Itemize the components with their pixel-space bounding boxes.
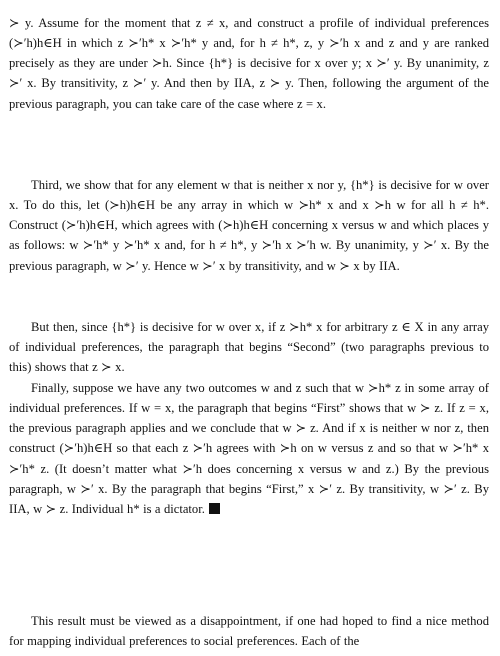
paragraph-third: Third, we show that for any element w that is neither x nor y, {h*} is decisive for w over x. To do this, let (≻h)h∈H be any array in which w ≻h* x and x ≻h w for all h ≠ h*. Construct (≻′h)h∈H, which agrees with (≻h)h∈H concerning x versus w and which places y as follows: w ≻′h* y ≻′h* x and, for h ≠ h*, y ≻′h x ≻′h w. By unanimity, y ≻′ x. By the previous paragraph, w ≻′ y. Hence w ≻′ x by transitivity, and w ≻ x by IIA. [9,177,489,273]
paragraph-conclusion: This result must be viewed as a disappointment, if one had hoped to find a nice method for mapping individual preferences to social preferences. Each of the [9,613,489,648]
qed-square-icon [209,503,220,514]
paragraph-continuation: ≻ y. Assume for the moment that z ≠ x, and construct a profile of individual preferences (≻′h)h∈H in which z ≻′h* x ≻′h* y and, for h ≠ h*, z, y ≻′h x and z and y are ranked precisely as they are under ≻h. Since {h*} is decisive for x over y; x ≻′ y. By unanimity, z ≻′ x. By transitivity, z ≻′ y. And then by IIA, z ≻ y. Then, following the argument of the previous paragraph, you can take care of the case where z = x. [9,15,489,111]
paragraph-but-then: But then, since {h*} is decisive for w over x, if z ≻h* x for arbitrary z ∈ X in any array of individual preferences, the paragraph that begins “Second” (two paragraphs previous to this) shows that z ≻ x. [9,319,489,375]
paragraph-finally [9,378,489,520]
paragraph-finally-text: Finally, suppose we have any two outcomes w and z such that w ≻h* z in some array of individual preferences. If w = x, the paragraph that begins “First” shows that w ≻ z. If z = x, the previous paragraph applies and we conclude that w ≻ z. And if x is neither w nor z, then construct (≻′h)h∈H so that each z ≻′h agrees with ≻h on w versus z and so that w ≻′h* x ≻′h* z. (It doesn’t matter what ≻′h does concerning x versus w and z.) By the previous paragraph, w ≻′ x. By the paragraph that begins “First,” x ≻′ z. By transitivity, w ≻′ z. By IIA, w ≻ z. Individual h* is a dictator. [9,380,489,517]
